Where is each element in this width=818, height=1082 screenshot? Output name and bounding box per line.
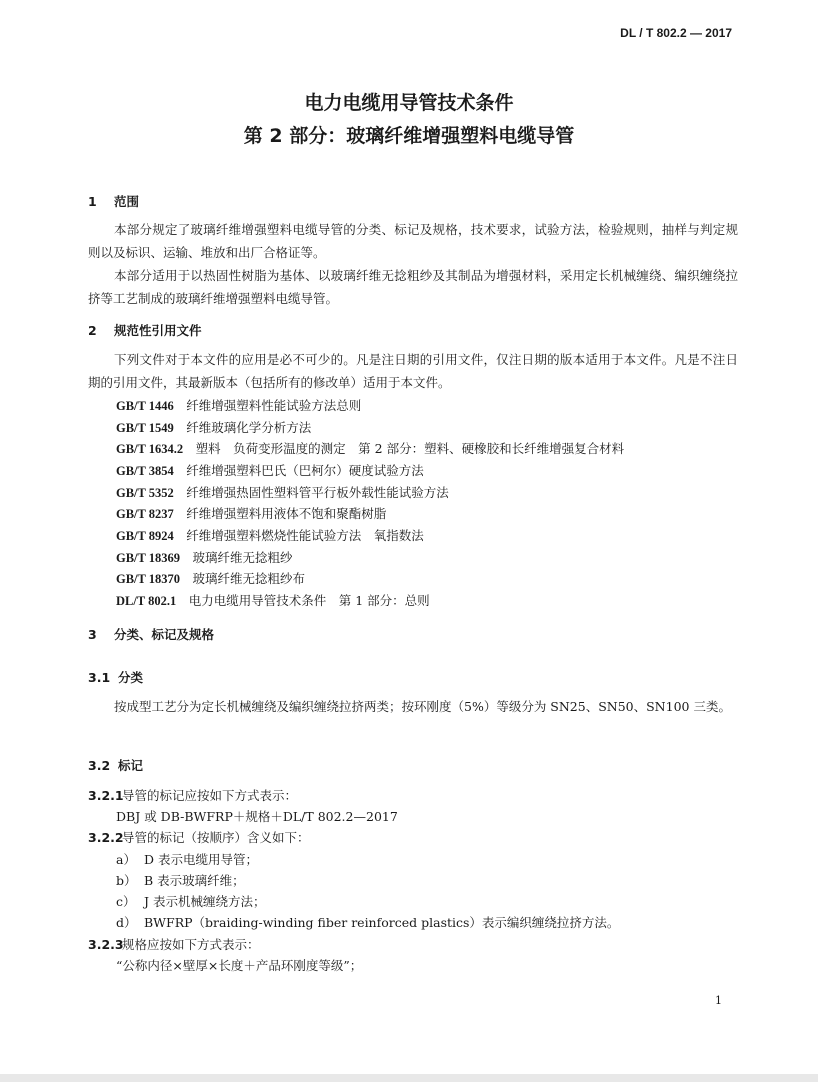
page-bottom-edge <box>0 1074 818 1082</box>
reference-title: 电力电缆用导管技术条件 第 1 部分：总则 <box>188 593 430 608</box>
list-item <box>116 871 245 889</box>
list-text: D 表示电缆用导管； <box>144 852 258 867</box>
list-text: B 表示玻璃纤维； <box>144 873 245 888</box>
reference-code: GB/T 8924 <box>116 529 174 543</box>
reference-title: 纤维玻璃化学分析方法 <box>186 420 312 435</box>
reference-item <box>116 483 449 501</box>
reference-code: GB/T 1634.2 <box>116 442 184 456</box>
clause-number: 3.2.1 <box>88 788 124 803</box>
reference-title: 玻璃纤维无捻粗纱 <box>192 550 293 565</box>
list-text: BWFRP（braiding-winding fiber reinforced plastics）表示编织缠绕拉挤方法。 <box>144 915 620 930</box>
section-2-paragraph-1: 下列文件对于本文件的应用是必不可少的。凡是注日期的引用文件，仅注日期的版本适用于本文件。凡是不注日期的引用文件，其最新版本（包括所有的修改单）适用于本文件。 <box>88 352 738 390</box>
clause-number: 3.2.2 <box>88 830 124 845</box>
section-number: 3.2 <box>88 758 111 773</box>
reference-item <box>116 504 386 522</box>
section-title: 分类、标记及规格 <box>114 627 215 642</box>
section-title: 规范性引用文件 <box>114 323 202 338</box>
section-title: 标记 <box>118 758 144 773</box>
page-number: 1 <box>715 994 722 1007</box>
reference-title: 纤维增强塑料巴氏（巴柯尔）硬度试验方法 <box>186 463 424 478</box>
clause-3-2-1 <box>88 786 297 804</box>
reference-title: 纤维增强热固性塑料管平行板外载性能试验方法 <box>186 485 449 500</box>
reference-code: GB/T 18369 <box>116 551 181 565</box>
reference-title: 塑料 负荷变形温度的测定 第 2 部分：塑料、硬橡胶和长纤维增强复合材料 <box>195 441 625 456</box>
section-3-2-heading <box>88 756 143 774</box>
reference-title: 纤维增强塑料用液体不饱和聚酯树脂 <box>186 506 387 521</box>
reference-item <box>116 439 624 457</box>
section-3-1-paragraph: 按成型工艺分为定长机械缠绕及编织缠绕拉挤两类；按环刚度（5%）等级分为 SN25、SN50、SN100 三类。 <box>114 699 731 714</box>
list-text: J 表示机械缠绕方法； <box>144 894 266 909</box>
section-2-heading <box>88 321 202 339</box>
section-1-heading <box>88 192 139 210</box>
section-number: 3 <box>88 627 97 642</box>
list-item <box>116 913 619 931</box>
reference-title: 纤维增强塑料性能试验方法总则 <box>186 398 362 413</box>
section-3-1-heading <box>88 668 143 686</box>
reference-item <box>116 548 293 566</box>
reference-title: 玻璃纤维无捻粗纱布 <box>192 571 306 586</box>
list-label: c） <box>116 894 136 909</box>
section-number: 2 <box>88 323 97 338</box>
reference-code: DL/T 802.1 <box>116 594 177 608</box>
list-label: b） <box>116 873 137 888</box>
list-item <box>116 850 258 868</box>
section-title: 分类 <box>118 670 144 685</box>
reference-code: GB/T 8237 <box>116 507 174 521</box>
reference-code: GB/T 1446 <box>116 399 174 413</box>
reference-code: GB/T 5352 <box>116 486 174 500</box>
list-item <box>116 892 266 910</box>
section-3-heading <box>88 625 214 643</box>
reference-code: GB/T 1549 <box>116 421 174 435</box>
marking-format: DBJ 或 DB-BWFRP＋规格＋DL/T 802.2—2017 <box>116 809 398 824</box>
clause-3-2-3 <box>88 935 260 953</box>
reference-code: GB/T 3854 <box>116 464 174 478</box>
clause-3-2-2 <box>88 828 310 846</box>
reference-item <box>116 526 424 544</box>
reference-item <box>116 396 361 414</box>
section-number: 3.1 <box>88 670 111 685</box>
reference-item <box>116 461 424 479</box>
reference-item <box>116 591 430 609</box>
clause-text: 导管的标记（按顺序）含义如下： <box>122 830 310 845</box>
reference-item <box>116 418 311 436</box>
section-1-paragraph-1: 本部分规定了玻璃纤维增强塑料电缆导管的分类、标记及规格，技术要求，试验方法，检验规则，抽样与判定规则以及标识、运输、堆放和出厂合格证等。 <box>88 222 738 260</box>
clause-number: 3.2.3 <box>88 937 124 952</box>
list-label: d） <box>116 915 137 930</box>
list-label: a） <box>116 852 136 867</box>
reference-item <box>116 569 305 587</box>
clause-text: 规格应按如下方式表示： <box>122 937 260 952</box>
standard-code-header: DL / T 802.2 — 2017 <box>620 26 732 40</box>
reference-title: 纤维增强塑料燃烧性能试验方法 氧指数法 <box>186 528 424 543</box>
reference-code: GB/T 18370 <box>116 572 181 586</box>
document-title: 电力电缆用导管技术条件 <box>304 92 514 114</box>
spec-format: “公称内径×壁厚×长度＋产品环刚度等级”； <box>116 958 363 973</box>
section-1-paragraph-2: 本部分适用于以热固性树脂为基体、以玻璃纤维无捻粗纱及其制品为增强材料，采用定长机械缠绕、编织缠绕拉挤等工艺制成的玻璃纤维增强塑料电缆导管。 <box>88 268 738 306</box>
section-number: 1 <box>88 194 97 209</box>
section-title: 范围 <box>114 194 140 209</box>
document-subtitle: 第 2 部分：玻璃纤维增强塑料电缆导管 <box>243 125 575 147</box>
clause-text: 导管的标记应按如下方式表示： <box>122 788 298 803</box>
